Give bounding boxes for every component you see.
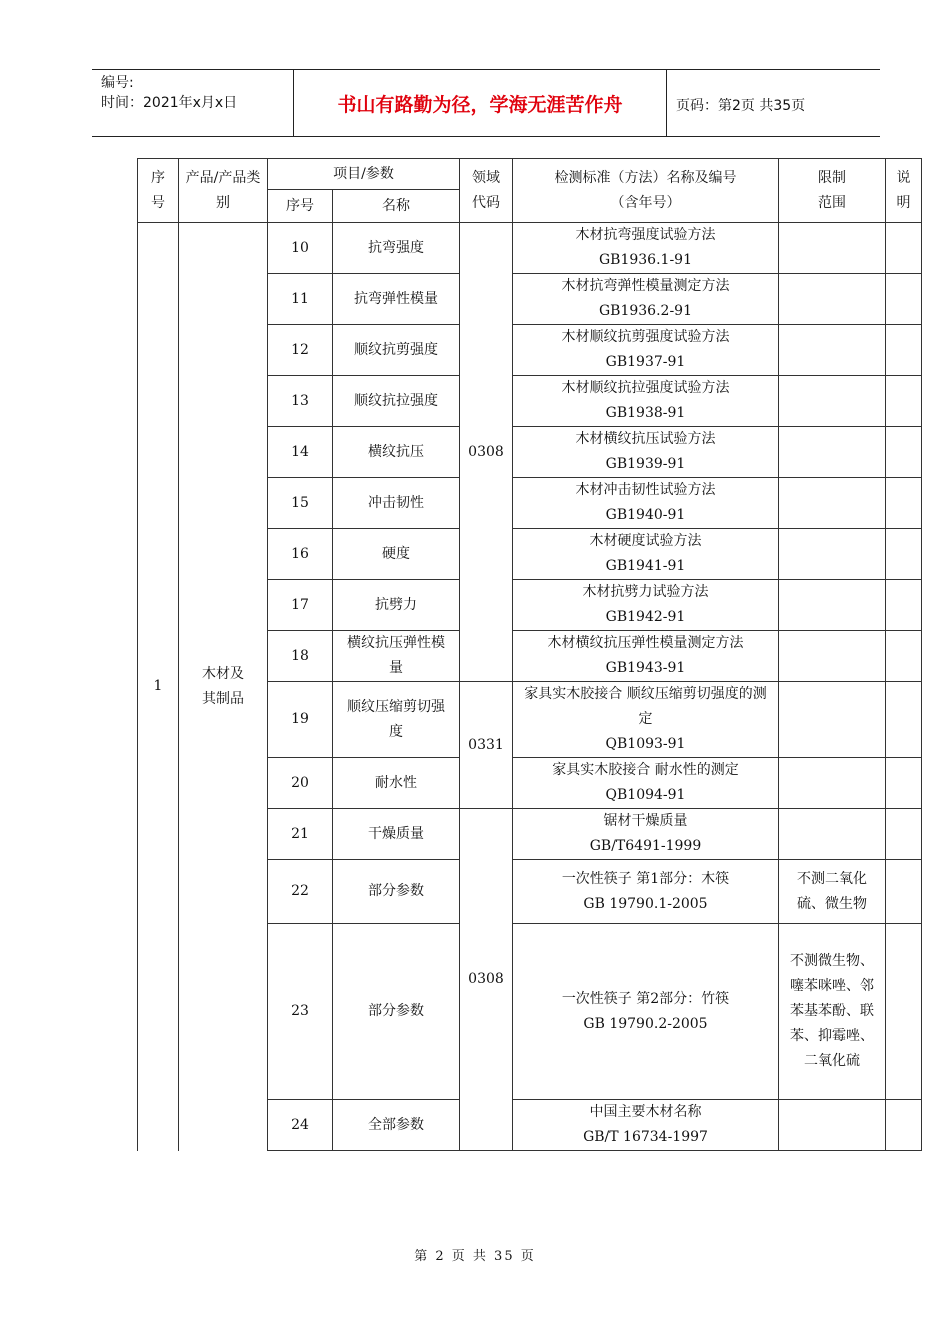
row-limit: 不测微生物、噻苯咪唑、邻苯基苯酚、联苯、抑霉唑、二氧化硫: [779, 924, 886, 1100]
header-page-label: 页码：第2页 共35页: [676, 98, 806, 114]
row-limit: [779, 1100, 886, 1151]
row-no: 19: [268, 682, 333, 758]
row-name: 抗劈力: [333, 580, 460, 631]
row-note: [886, 1100, 922, 1151]
row-name: 抗弯弹性模量: [333, 274, 460, 325]
row-standard: [513, 427, 779, 478]
col-header-item-param: 项目/参数: [268, 159, 460, 190]
row-standard: [513, 274, 779, 325]
row-no: 20: [268, 758, 333, 809]
std-name: 家具实木胶接合 耐水性的测定: [552, 762, 739, 778]
header-time-label: 时间：2021年x月x日: [101, 95, 238, 111]
std-code: QB1093-91: [605, 736, 686, 752]
header-motto: 书山有路勤为径，学海无涯苦作舟: [337, 94, 623, 116]
std-code: GB1941-91: [605, 558, 686, 574]
std-name: 木材横纹抗压试验方法: [575, 431, 716, 447]
row-limit: [779, 223, 886, 274]
row-no: 17: [268, 580, 333, 631]
row-name: 全部参数: [333, 1100, 460, 1151]
row-name: 横纹抗压: [333, 427, 460, 478]
std-code: GB/T 16734-1997: [583, 1129, 708, 1145]
field-code: 0331: [460, 682, 513, 809]
std-code: GB1936.1-91: [598, 252, 692, 268]
col-header-item-name: 名称: [333, 190, 460, 223]
row-limit: [779, 376, 886, 427]
header-top-rule: [92, 69, 880, 70]
row-standard: [513, 682, 779, 758]
row-name: 部分参数: [333, 924, 460, 1100]
col-header-standard: 检测标准（方法）名称及编号（含年号）: [513, 159, 779, 223]
row-note: [886, 478, 922, 529]
std-name: 木材硬度试验方法: [589, 533, 702, 549]
row-note: [886, 682, 922, 758]
row-no: 11: [268, 274, 333, 325]
std-code: GB 19790.1-2005: [583, 895, 708, 912]
row-no: 24: [268, 1100, 333, 1151]
row-no: 22: [268, 860, 333, 924]
row-no: 14: [268, 427, 333, 478]
std-name: 木材顺纹抗剪强度试验方法: [561, 329, 730, 345]
row-note: [886, 223, 922, 274]
row-limit: [779, 809, 886, 860]
row-name: 顺纹抗拉强度: [333, 376, 460, 427]
std-code: GB1936.2-91: [598, 303, 692, 319]
row-standard: [513, 223, 779, 274]
std-code: GB1938-91: [605, 405, 686, 421]
col-header-product: 产品/产品类别: [179, 159, 268, 223]
row-limit: [779, 529, 886, 580]
std-name: 木材横纹抗压弹性模量测定方法: [547, 635, 744, 651]
col-header-limit: 限制范围: [779, 159, 886, 223]
col-header-field-code: 领域代码: [460, 159, 513, 223]
row-standard: [513, 580, 779, 631]
field-code: 0308: [460, 809, 513, 1151]
col-header-note: 说明: [886, 159, 922, 223]
std-code: GB/T6491-1999: [589, 838, 702, 854]
row-note: [886, 325, 922, 376]
row-note: [886, 809, 922, 860]
row-limit: [779, 580, 886, 631]
header-bottom-rule: [92, 136, 880, 137]
std-code: GB1943-91: [605, 660, 686, 676]
std-name: 家具实木胶接合 顺纹压缩剪切强度的测定: [524, 686, 767, 727]
row-limit: [779, 325, 886, 376]
row-no: 12: [268, 325, 333, 376]
row-limit: 不测二氧化硫、微生物: [779, 860, 886, 924]
row-limit: [779, 758, 886, 809]
row-note: [886, 924, 922, 1100]
std-name: 木材冲击韧性试验方法: [575, 482, 716, 498]
row-no: 10: [268, 223, 333, 274]
page-footer: 第 2 页 共 35 页: [414, 1249, 536, 1264]
std-name: 木材抗劈力试验方法: [582, 584, 709, 600]
std-name: 木材顺纹抗拉强度试验方法: [561, 380, 730, 396]
row-standard: [513, 529, 779, 580]
row-limit: [779, 682, 886, 758]
row-no: 18: [268, 631, 333, 682]
row-note: [886, 631, 922, 682]
row-standard: [513, 860, 779, 924]
std-code: GB1937-91: [605, 354, 686, 370]
std-code: GB 19790.2-2005: [583, 1015, 708, 1032]
row-limit: [779, 478, 886, 529]
row-name: 干燥质量: [333, 809, 460, 860]
row-no: 16: [268, 529, 333, 580]
row-note: [886, 529, 922, 580]
col-header-item-seq: 序号: [268, 190, 333, 223]
row-standard: [513, 631, 779, 682]
row-name: 硬度: [333, 529, 460, 580]
row-name: 耐水性: [333, 758, 460, 809]
std-code: QB1094-91: [605, 787, 686, 803]
std-name: 木材抗弯强度试验方法: [575, 227, 716, 243]
table-row: [138, 223, 922, 274]
row-note: [886, 376, 922, 427]
row-name: 部分参数: [333, 860, 460, 924]
col-header-seq: 序号: [138, 159, 179, 223]
group-seq: 1: [138, 223, 179, 1151]
row-note: [886, 580, 922, 631]
std-name: 木材抗弯弹性模量测定方法: [561, 278, 730, 294]
row-standard: [513, 758, 779, 809]
header-number-label: 编号:: [101, 75, 134, 91]
std-code: GB1942-91: [605, 609, 686, 625]
row-limit: [779, 427, 886, 478]
row-standard: [513, 325, 779, 376]
row-no: 23: [268, 924, 333, 1100]
row-standard: [513, 924, 779, 1100]
std-code: GB1940-91: [605, 507, 686, 523]
field-code: 0308: [460, 223, 513, 682]
std-name: 一次性筷子 第1部分：木筷: [561, 870, 730, 887]
std-code: GB1939-91: [605, 456, 686, 472]
row-note: [886, 758, 922, 809]
row-standard: [513, 809, 779, 860]
row-note: [886, 274, 922, 325]
std-name: 锯材干燥质量: [603, 813, 688, 829]
row-name: 横纹抗压弹性模量: [333, 631, 460, 682]
row-no: 21: [268, 809, 333, 860]
row-name: 冲击韧性: [333, 478, 460, 529]
row-standard: [513, 478, 779, 529]
group-product: 木材及其制品: [179, 223, 268, 1151]
row-note: [886, 427, 922, 478]
row-no: 13: [268, 376, 333, 427]
standards-table: [137, 158, 922, 1151]
row-name: 顺纹压缩剪切强度: [333, 682, 460, 758]
row-limit: [779, 274, 886, 325]
row-standard: [513, 376, 779, 427]
std-name: 一次性筷子 第2部分：竹筷: [561, 990, 730, 1007]
header-divider-right: [666, 69, 667, 136]
row-limit: [779, 631, 886, 682]
row-name: 抗弯强度: [333, 223, 460, 274]
row-name: 顺纹抗剪强度: [333, 325, 460, 376]
std-name: 中国主要木材名称: [589, 1104, 702, 1120]
row-standard: [513, 1100, 779, 1151]
row-no: 15: [268, 478, 333, 529]
row-note: [886, 860, 922, 924]
